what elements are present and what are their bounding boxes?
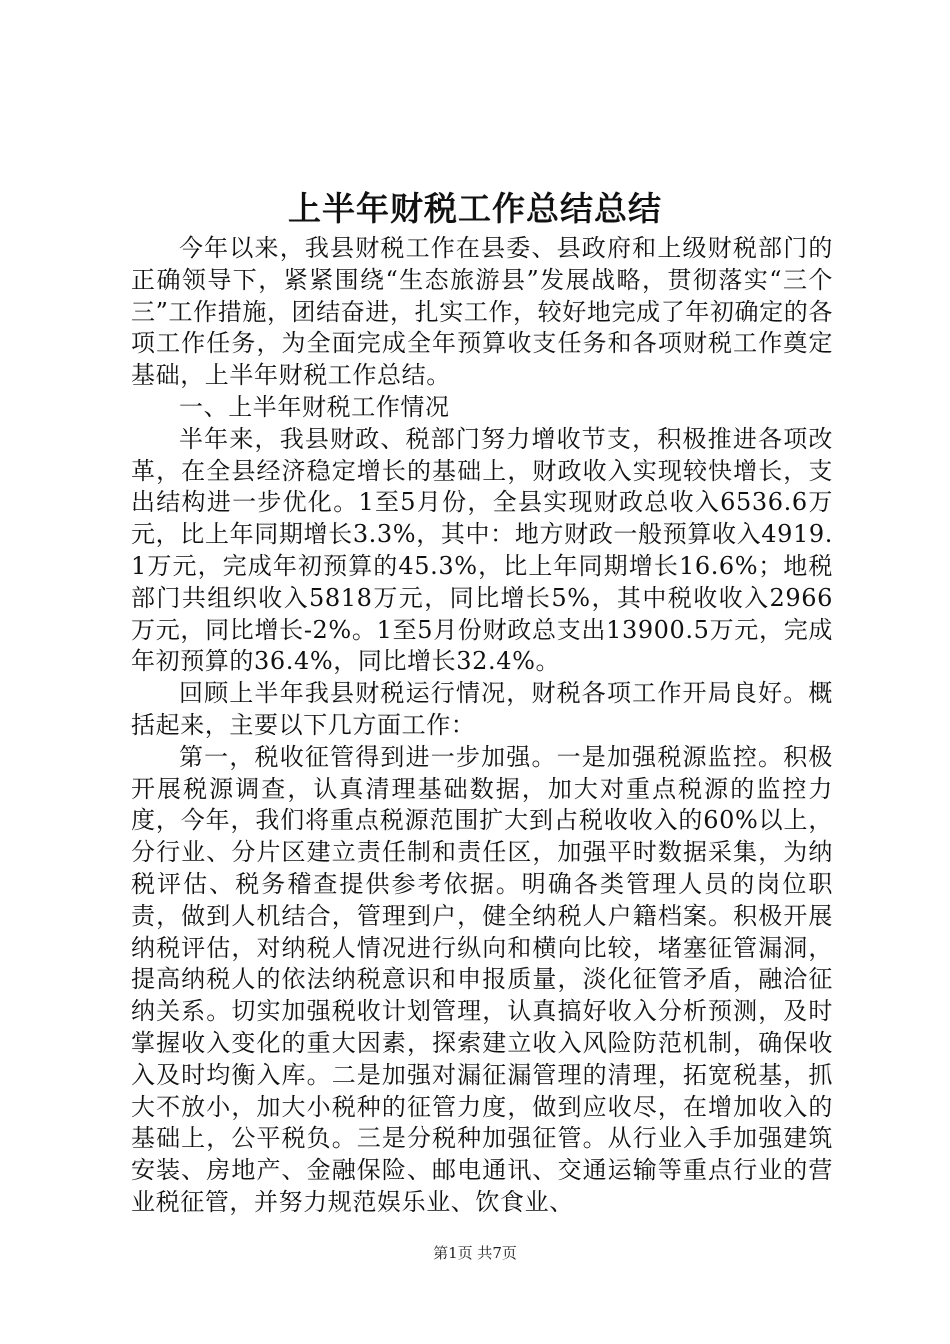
intro-paragraph: 今年以来，我县财税工作在县委、县政府和上级财税部门的正确领导下，紧紧围绕“生态旅游县”发展战略，贯彻落实“三个三”工作措施，团结奋进，扎实工作，较好地完成了年初确定的各项工作任务，为全面完成全年预算收支任务和各项财税工作奠定基础，上半年财税工作总结。: [131, 234, 833, 390]
page-number-footer: 第1页 共7页: [433, 1244, 517, 1262]
summary-paragraph: 半年来，我县财政、税部门努力增收节支，积极推进各项改革，在全县经济稳定增长的基础上，财政收入实现较快增长，支出结构进一步优化。1至5月份，全县实现财政总收入6536.6万元，比上年同期增长3.3%，其中：地方财政一般预算收入4919.1万元，完成年初预算的45.3%，比上年同期增长16.6%；地税部门共组织收入5818万元，同比增长5%，其中税收收入2966万元，同比增长-2%。1至5月份财政总支出13900.5万元，完成年初预算的36.4%，同比增长32.4%。: [131, 424, 833, 676]
tax-collection-paragraph: 第一，税收征管得到进一步加强。一是加强税源监控。积极开展税源调查，认真清理基础数据，加大对重点税源的监控力度，今年，我们将重点税源范围扩大到占税收收入的60%以上，分行业、分片区建立责任制和责任区，加强平时数据采集，为纳税评估、税务稽查提供参考依据。明确各类管理人员的岗位职责，做到人机结合，管理到户，健全纳税人户籍档案。积极开展纳税评估，对纳税人情况进行纵向和横向比较，堵塞征管漏洞，提高纳税人的依法纳税意识和申报质量，淡化征管矛盾，融洽征纳关系。切实加强税收计划管理，认真搞好收入分析预测，及时掌握收入变化的重大因素，探索建立收入风险防范机制，确保收入及时均衡入库。二是加强对漏征漏管理的清理，拓宽税基，抓大不放小，加大小税种的征管力度，做到应收尽，在增加收入的基础上，公平税负。三是分税种加强征管。从行业入手加强建筑安装、房地产、金融保险、邮电通讯、交通运输等重点行业的营业税征管，并努力规范娱乐业、饮食业、: [131, 742, 833, 1216]
review-paragraph: 回顾上半年我县财税运行情况，财税各项工作开局良好。概括起来，主要以下几方面工作：: [131, 679, 833, 739]
section-heading: 一、上半年财税工作情况: [179, 392, 450, 421]
document-body: [131, 233, 833, 1219]
document-title: 上半年财税工作总结总结: [288, 189, 662, 228]
